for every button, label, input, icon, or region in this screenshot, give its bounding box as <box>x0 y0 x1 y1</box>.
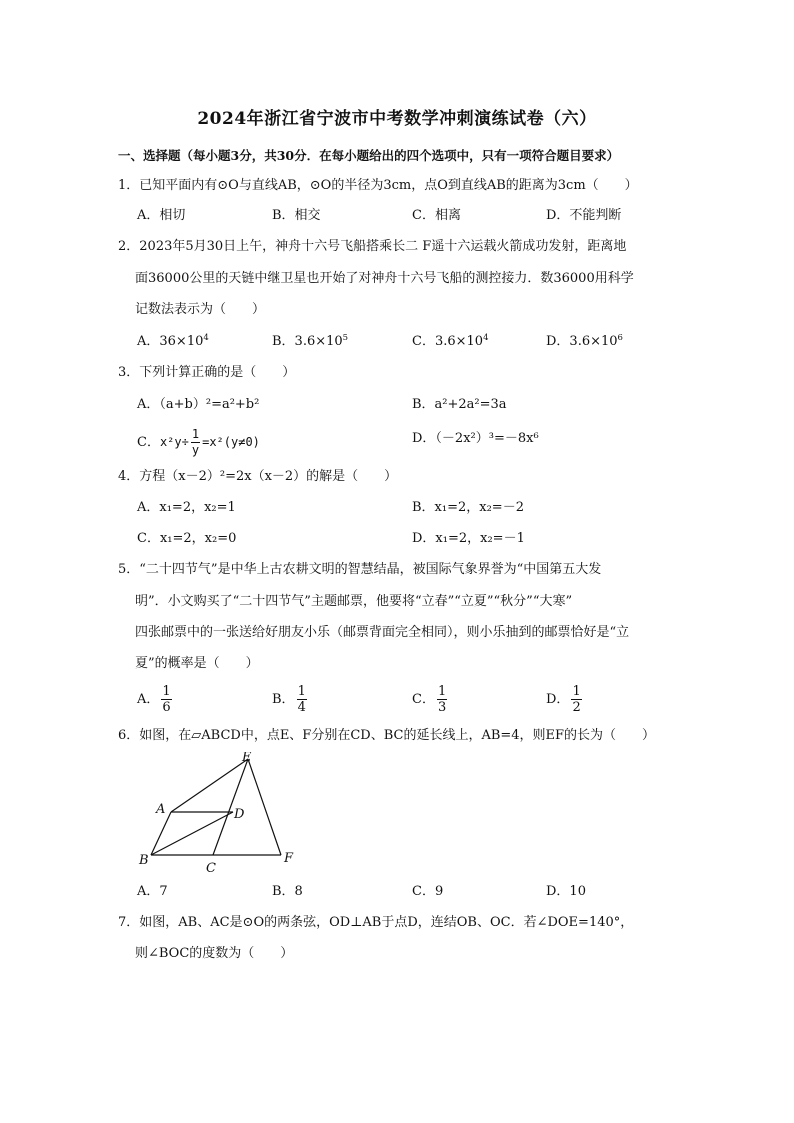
question-2-line-2: 面36000公里的天链中继卫星也开始了对神舟十六号飞船的测控接力．数36000用科学 <box>135 271 634 286</box>
label-b: B <box>139 853 149 868</box>
q3-option-b: B．a²+2a²=3a <box>412 397 507 412</box>
q1-option-c: C．相离 <box>412 208 461 223</box>
q2-option-b: B．$3.6\times 10^5$ <box>272 333 349 349</box>
section-heading: 一、选择题（每小题3分，共30分．在每小题给出的四个选项中，只有一项符合题目要求） <box>118 148 620 163</box>
segment-ae <box>171 759 248 812</box>
q6-option-a: A．7 <box>137 884 168 899</box>
fraction: $\frac{1}{y}$ <box>191 427 200 457</box>
q6-option-c: C．9 <box>412 884 444 899</box>
q1-option-d: D．不能判断 <box>546 208 622 223</box>
q4-option-a: A．x₁=2，x₂=1 <box>137 500 236 515</box>
q2-option-c: C．$3.6\times 10^4$ <box>412 333 489 349</box>
question-1: 1．已知平面内有⊙O与直线AB，⊙O的半径为3cm，点O到直线AB的距离为3cm（ ） <box>118 178 638 193</box>
label-f: F <box>284 851 294 866</box>
question-5-line-2: 明”．小文购买了“二十四节气”主题邮票，他要将“立春”“立夏”“秋分”“大寒” <box>135 594 573 609</box>
q5-option-b: B． $\frac{1}{4}$ <box>272 684 306 715</box>
question-5-line-1: 5．“二十四节气”是中华上古农耕文明的智慧结晶，被国际气象界誉为“中国第五大发 <box>118 562 602 577</box>
question-2-line-1: 2．2023年5月30日上午，神舟十六号飞船搭乘长二 F遥十六运载火箭成功发射，距离地 <box>118 239 627 254</box>
label-e: E <box>242 752 252 765</box>
page-title: 2024年浙江省宁波市中考数学冲刺演练试卷（六） <box>197 109 597 129</box>
q6-option-d: D．10 <box>546 884 586 899</box>
question-7-line-1: 7．如图，AB、AC是⊙O的两条弦，OD⊥AB于点D，连结OB、OC．若∠DOE=140°， <box>118 915 634 930</box>
question-5-line-3: 四张邮票中的一张送给好朋友小乐（邮票背面完全相同），则小乐抽到的邮票恰好是“立 <box>135 625 630 640</box>
q2-option-a: A．$36\times 10^4$ <box>137 333 209 349</box>
question-4: 4．方程（x－2）²=2x（x－2）的解是（ ） <box>118 469 398 484</box>
q5-option-c: C． $\frac{1}{3}$ <box>412 684 447 715</box>
q4-option-c: C．x₁=2，x₂=0 <box>137 531 237 546</box>
question-2-line-3: 记数法表示为（ ） <box>135 302 266 317</box>
question-3: 3．下列计算正确的是（ ） <box>118 365 296 380</box>
q3-option-d: D．（－2x²）³=－8x⁶ <box>412 431 539 446</box>
question-5-line-4: 夏”的概率是（ ） <box>135 656 259 671</box>
label-c: C <box>206 861 216 876</box>
label-d: D <box>234 807 245 822</box>
q5-option-a: A． $\frac{1}{6}$ <box>137 684 171 715</box>
q6-option-b: B．8 <box>272 884 303 899</box>
parallelogram-figure <box>136 752 306 877</box>
q4-option-b: B．x₁=2，x₂=－2 <box>412 500 524 515</box>
q5-option-d: D． $\frac{1}{2}$ <box>546 684 581 715</box>
segment-ab <box>151 812 171 855</box>
segment-ef <box>248 759 281 855</box>
q1-option-a: A．相切 <box>137 208 186 223</box>
label-a: A <box>156 802 166 817</box>
q1-option-b: B．相交 <box>272 208 321 223</box>
question-7-line-2: 则∠BOC的度数为（ ） <box>135 946 294 961</box>
q3-option-a: A．（a+b）²=a²+b² <box>137 397 260 412</box>
q4-option-d: D．x₁=2，x₂=－1 <box>412 531 525 546</box>
q3-option-c: C．x²y÷ $\frac{1}{y}$ =x²(y≠0) <box>137 427 260 457</box>
q2-option-d: D．$3.6\times 10^6$ <box>546 333 623 349</box>
question-6: 6．如图，在▱ABCD中，点E、F分别在CD、BC的延长线上，AB=4，则EF的长为（ ） <box>118 728 656 743</box>
